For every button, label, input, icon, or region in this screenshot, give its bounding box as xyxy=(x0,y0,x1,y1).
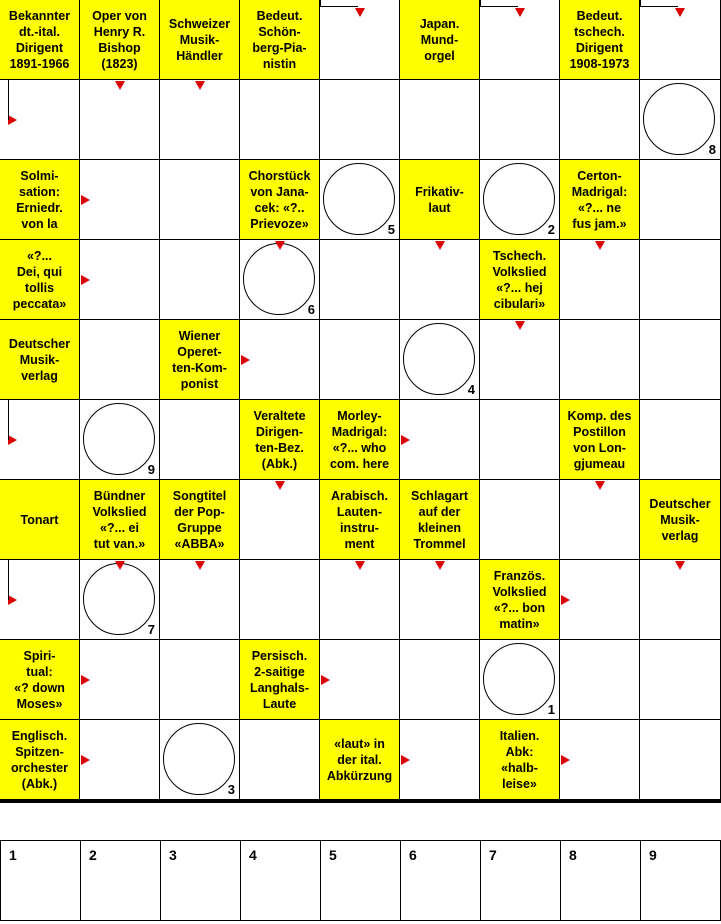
answer-cell[interactable] xyxy=(640,720,721,800)
solution-number: 9 xyxy=(649,847,657,863)
arrow-right-icon xyxy=(561,595,570,605)
arrow-right-icon xyxy=(8,595,17,605)
answer-cell[interactable] xyxy=(80,560,160,640)
answer-cell[interactable] xyxy=(400,640,480,720)
clue-cell: Oper von Henry R. Bishop (1823) xyxy=(80,0,160,80)
solution-box[interactable] xyxy=(480,841,560,920)
answer-cell[interactable] xyxy=(640,160,721,240)
answer-cell[interactable] xyxy=(640,80,721,160)
answer-cell[interactable] xyxy=(400,560,480,640)
answer-cell[interactable] xyxy=(0,560,80,640)
solution-box[interactable] xyxy=(560,841,640,920)
answer-cell[interactable] xyxy=(560,320,640,400)
answer-cell[interactable] xyxy=(480,640,560,720)
arrow-right-icon xyxy=(81,195,90,205)
answer-cell[interactable] xyxy=(80,320,160,400)
arrow-down-icon xyxy=(195,81,205,90)
answer-cell[interactable] xyxy=(560,640,640,720)
solution-circle xyxy=(643,83,715,155)
arrow-right-icon xyxy=(401,755,410,765)
answer-cell[interactable] xyxy=(640,400,721,480)
solution-circle xyxy=(483,163,555,235)
solution-circle xyxy=(163,723,235,795)
answer-cell[interactable] xyxy=(160,560,240,640)
answer-cell[interactable] xyxy=(320,80,400,160)
clue-cell: Englisch. Spitzen- orchester (Abk.) xyxy=(0,720,80,800)
answer-cell[interactable] xyxy=(80,240,160,320)
solution-circle xyxy=(243,243,315,315)
answer-cell[interactable] xyxy=(400,80,480,160)
circle-number: 8 xyxy=(708,142,716,157)
hook-line xyxy=(8,80,9,120)
hook-line xyxy=(480,6,518,7)
answer-cell[interactable] xyxy=(640,560,721,640)
solution-box[interactable] xyxy=(400,841,480,920)
answer-cell[interactable] xyxy=(240,320,320,400)
answer-cell[interactable] xyxy=(240,560,320,640)
answer-cell[interactable] xyxy=(400,320,480,400)
clue-cell: Bedeut. Schön- berg-Pia- nistin xyxy=(240,0,320,80)
solution-box[interactable] xyxy=(320,841,400,920)
clue-cell: Songtitel der Pop- Gruppe «ABBA» xyxy=(160,480,240,560)
answer-cell[interactable] xyxy=(240,720,320,800)
hook-line xyxy=(320,6,358,7)
solution-number: 5 xyxy=(329,847,337,863)
solution-circle xyxy=(483,643,555,715)
clue-cell: Französ. Volkslied «?... bon matin» xyxy=(480,560,560,640)
solution-box[interactable] xyxy=(160,841,240,920)
answer-cell[interactable] xyxy=(160,400,240,480)
solution-row xyxy=(0,840,721,921)
answer-cell[interactable] xyxy=(560,80,640,160)
clue-cell: «laut» in der ital. Abkürzung xyxy=(320,720,400,800)
answer-cell[interactable] xyxy=(320,240,400,320)
arrow-right-icon xyxy=(561,755,570,765)
circle-number: 1 xyxy=(547,702,555,717)
arrow-right-icon xyxy=(321,675,330,685)
clue-cell: Bündner Volkslied «?... ei tut van.» xyxy=(80,480,160,560)
answer-cell[interactable] xyxy=(160,160,240,240)
arrow-right-icon xyxy=(8,115,17,125)
answer-cell[interactable] xyxy=(80,160,160,240)
answer-cell[interactable] xyxy=(320,560,400,640)
answer-cell[interactable] xyxy=(80,80,160,160)
clue-cell: Solmi- sation: Erniedr. von la xyxy=(0,160,80,240)
hook-line xyxy=(8,560,9,600)
solution-number: 8 xyxy=(569,847,577,863)
circle-number: 2 xyxy=(547,222,555,237)
arrow-down-icon xyxy=(515,321,525,330)
arrow-down-icon xyxy=(675,8,685,17)
answer-cell[interactable] xyxy=(80,720,160,800)
solution-number: 4 xyxy=(249,847,257,863)
clue-cell: Schweizer Musik- Händler xyxy=(160,0,240,80)
answer-cell[interactable] xyxy=(160,80,240,160)
solution-circle xyxy=(83,403,155,475)
clue-cell: Komp. des Postillon von Lon- gjumeau xyxy=(560,400,640,480)
arrow-down-icon xyxy=(675,561,685,570)
solution-number: 1 xyxy=(9,847,17,863)
solution-number: 2 xyxy=(89,847,97,863)
arrow-down-icon xyxy=(355,561,365,570)
answer-cell[interactable] xyxy=(400,400,480,480)
answer-cell[interactable] xyxy=(320,0,400,80)
clue-cell: Wiener Operet- ten-Kom- ponist xyxy=(160,320,240,400)
answer-cell[interactable] xyxy=(80,640,160,720)
answer-cell[interactable] xyxy=(160,720,240,800)
answer-cell[interactable] xyxy=(320,640,400,720)
clue-cell: Persisch. 2-saitige Langhals- Laute xyxy=(240,640,320,720)
clue-cell: Deutscher Musik- verlag xyxy=(640,480,721,560)
answer-cell[interactable] xyxy=(160,640,240,720)
arrow-right-icon xyxy=(81,675,90,685)
clue-cell: Spiri- tual: «? down Moses» xyxy=(0,640,80,720)
circle-number: 4 xyxy=(467,382,475,397)
arrow-down-icon xyxy=(515,8,525,17)
answer-cell[interactable] xyxy=(80,400,160,480)
answer-cell[interactable] xyxy=(480,320,560,400)
clue-cell: Tonart xyxy=(0,480,80,560)
arrow-down-icon xyxy=(195,561,205,570)
clue-cell: Morley- Madrigal: «?... who com. here xyxy=(320,400,400,480)
answer-cell[interactable] xyxy=(0,400,80,480)
answer-cell[interactable] xyxy=(480,480,560,560)
answer-cell[interactable] xyxy=(240,240,320,320)
solution-circle xyxy=(83,563,155,635)
answer-cell[interactable] xyxy=(480,400,560,480)
answer-cell[interactable] xyxy=(640,0,721,80)
clue-cell: Italien. Abk: «halb- leise» xyxy=(480,720,560,800)
arrow-right-icon xyxy=(241,355,250,365)
solution-box[interactable] xyxy=(240,841,320,920)
answer-cell[interactable] xyxy=(0,80,80,160)
solution-box[interactable] xyxy=(640,841,721,920)
circle-number: 3 xyxy=(227,782,235,797)
clue-cell: Chorstück von Jana- cek: «?.. Prievoze» xyxy=(240,160,320,240)
answer-cell[interactable] xyxy=(560,560,640,640)
circle-number: 7 xyxy=(147,622,155,637)
solution-box[interactable] xyxy=(80,841,160,920)
arrow-down-icon xyxy=(355,8,365,17)
answer-cell[interactable] xyxy=(480,0,560,80)
arrow-down-icon xyxy=(435,241,445,250)
answer-cell[interactable] xyxy=(320,320,400,400)
arrow-right-icon xyxy=(8,435,17,445)
clue-cell: Certon- Madrigal: «?... ne fus jam.» xyxy=(560,160,640,240)
clue-cell: Bedeut. tschech. Dirigent 1908-1973 xyxy=(560,0,640,80)
hook-line xyxy=(640,6,678,7)
circle-number: 9 xyxy=(147,462,155,477)
arrow-down-icon xyxy=(595,481,605,490)
answer-cell[interactable] xyxy=(640,320,721,400)
hook-line xyxy=(8,400,9,440)
circle-number: 6 xyxy=(307,302,315,317)
answer-cell[interactable] xyxy=(320,160,400,240)
solution-box[interactable] xyxy=(0,841,80,920)
answer-cell[interactable] xyxy=(240,480,320,560)
arrow-down-icon xyxy=(435,561,445,570)
arrow-down-icon xyxy=(275,241,285,250)
clue-cell: Schlagart auf der kleinen Trommel xyxy=(400,480,480,560)
answer-cell[interactable] xyxy=(480,160,560,240)
arrow-down-icon xyxy=(115,561,125,570)
arrow-right-icon xyxy=(81,275,90,285)
arrow-down-icon xyxy=(115,81,125,90)
clue-cell: Frikativ- laut xyxy=(400,160,480,240)
clue-cell: Veraltete Dirigen- ten-Bez. (Abk.) xyxy=(240,400,320,480)
arrow-right-icon xyxy=(401,435,410,445)
solution-number: 7 xyxy=(489,847,497,863)
answer-cell[interactable] xyxy=(240,80,320,160)
clue-cell: «?... Dei, qui tollis peccata» xyxy=(0,240,80,320)
answer-cell[interactable] xyxy=(640,240,721,320)
solution-circle xyxy=(323,163,395,235)
answer-cell[interactable] xyxy=(400,240,480,320)
clue-cell: Deutscher Musik- verlag xyxy=(0,320,80,400)
answer-cell[interactable] xyxy=(400,720,480,800)
arrow-right-icon xyxy=(81,755,90,765)
solution-number: 6 xyxy=(409,847,417,863)
answer-cell[interactable] xyxy=(480,80,560,160)
answer-cell[interactable] xyxy=(160,240,240,320)
solution-circle xyxy=(403,323,475,395)
arrow-down-icon xyxy=(595,241,605,250)
circle-number: 5 xyxy=(387,222,395,237)
answer-cell[interactable] xyxy=(560,240,640,320)
answer-cell[interactable] xyxy=(560,480,640,560)
answer-cell[interactable] xyxy=(560,720,640,800)
arrow-down-icon xyxy=(275,481,285,490)
answer-cell[interactable] xyxy=(640,640,721,720)
clue-cell: Arabisch. Lauten- instru- ment xyxy=(320,480,400,560)
clue-cell: Bekannter dt.-ital. Dirigent 1891-1966 xyxy=(0,0,80,80)
clue-cell: Japan. Mund- orgel xyxy=(400,0,480,80)
solution-number: 3 xyxy=(169,847,177,863)
grid-separator xyxy=(0,800,721,803)
clue-cell: Tschech. Volkslied «?... hej cibulari» xyxy=(480,240,560,320)
